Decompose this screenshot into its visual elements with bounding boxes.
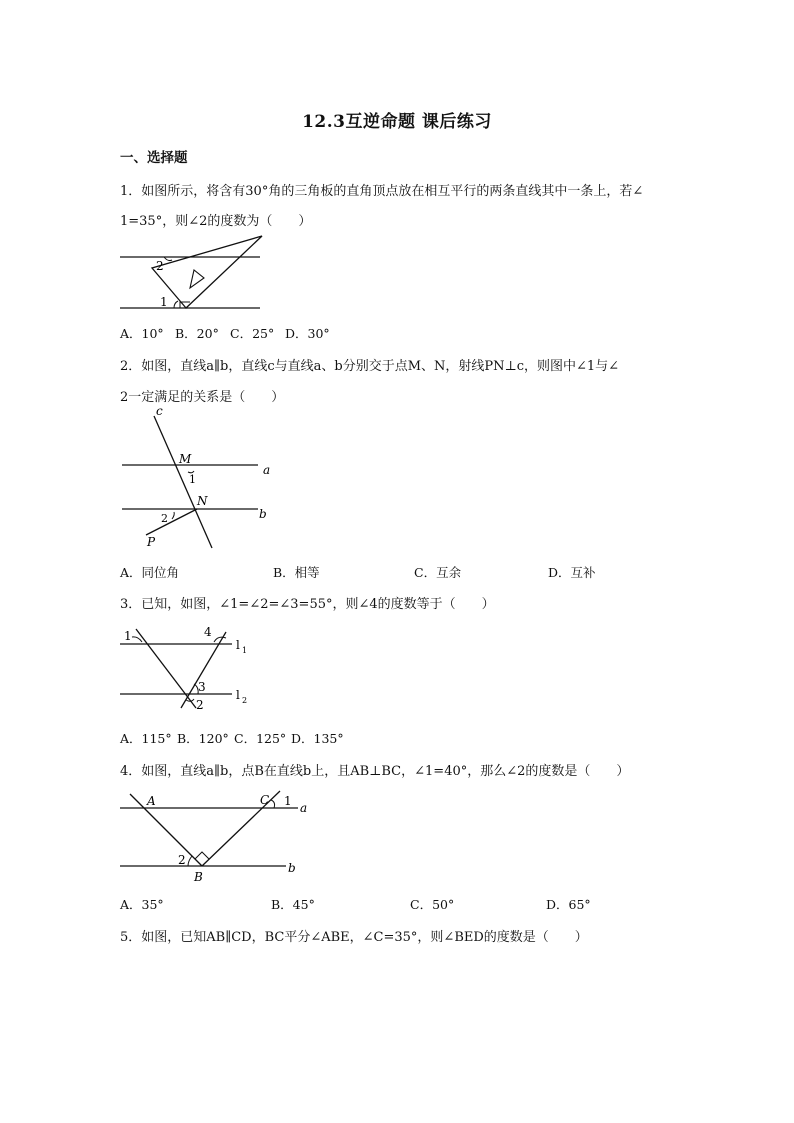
fig4-label-b-line: b bbox=[288, 861, 296, 875]
fig2-label-c: c bbox=[156, 404, 163, 418]
q3-option-d[interactable]: D．135° bbox=[291, 731, 344, 746]
question-2-figure bbox=[118, 402, 288, 552]
fig3-label-4: 4 bbox=[204, 625, 212, 639]
question-2-text-line-2: 2一定满足的关系是（ ） bbox=[120, 390, 285, 405]
question-3-figure bbox=[118, 620, 258, 720]
fig3-label-l2-subscript: 2 bbox=[242, 696, 248, 705]
q1-option-a[interactable]: A．10° bbox=[120, 326, 164, 341]
fig2-label-b: b bbox=[259, 507, 267, 521]
fig4-label-2: 2 bbox=[178, 853, 186, 867]
q4-option-d[interactable]: D．65° bbox=[546, 897, 591, 912]
fig3-label-2: 2 bbox=[196, 698, 204, 712]
page-title: 12.3互逆命题 课后练习 bbox=[302, 112, 492, 132]
fig3-label-1: 1 bbox=[124, 629, 132, 643]
q3-option-b[interactable]: B．120° bbox=[177, 731, 229, 746]
fig4-label-a-line: a bbox=[300, 801, 308, 815]
q1-option-b[interactable]: B．20° bbox=[175, 326, 219, 341]
q2-option-c[interactable]: C．互余 bbox=[414, 565, 462, 580]
fig3-label-l2: l bbox=[236, 688, 240, 702]
question-1-text-line-1: 1．如图所示，将含有30°角的三角板的直角顶点放在相互平行的两条直线其中一条上，若∠ bbox=[120, 184, 644, 199]
fig2-label-2: 2 bbox=[161, 512, 168, 525]
q1-option-d[interactable]: D．30° bbox=[285, 326, 330, 341]
q1-option-c[interactable]: C．25° bbox=[230, 326, 275, 341]
question-1-options bbox=[120, 324, 330, 342]
section-heading: 一、选择题 bbox=[120, 150, 188, 166]
fig1-label-1: 1 bbox=[160, 295, 168, 309]
fig2-label-p: P bbox=[147, 535, 156, 549]
q2-option-d[interactable]: D．互补 bbox=[548, 565, 596, 580]
question-1-figure bbox=[118, 232, 268, 312]
fig4-label-a-point: A bbox=[147, 794, 156, 808]
fig3-label-l1-subscript: 1 bbox=[242, 646, 248, 655]
fig4-label-b-point: B bbox=[194, 870, 203, 884]
question-3-options bbox=[120, 729, 344, 747]
fig4-label-1: 1 bbox=[284, 794, 292, 808]
fig2-label-a: a bbox=[263, 463, 271, 477]
q4-option-c[interactable]: C．50° bbox=[410, 897, 455, 912]
question-1-text-line-2: 1=35°，则∠2的度数为（ ） bbox=[120, 214, 312, 229]
fig4-label-c-point: C bbox=[260, 793, 270, 807]
q4-option-a[interactable]: A．35° bbox=[120, 897, 164, 912]
fig2-label-1: 1 bbox=[189, 473, 196, 486]
question-4-text-line-1: 4．如图，直线a∥b，点B在直线b上，且AB⊥BC，∠1=40°，那么∠2的度数是（ ） bbox=[120, 764, 630, 779]
fig2-label-n: N bbox=[197, 494, 208, 508]
q4-option-b[interactable]: B．45° bbox=[271, 897, 315, 912]
question-4-figure bbox=[118, 784, 308, 884]
question-2-options bbox=[120, 563, 596, 581]
fig1-label-2: 2 bbox=[156, 259, 164, 273]
q2-option-b[interactable]: B．相等 bbox=[273, 565, 320, 580]
question-3-text-line-1: 3．已知，如图，∠1=∠2=∠3=55°，则∠4的度数等于（ ） bbox=[120, 597, 495, 612]
question-5-text-line-1: 5．如图，已知AB∥CD，BC平分∠ABE，∠C=35°，则∠BED的度数是（ ） bbox=[120, 930, 588, 945]
q3-option-a[interactable]: A．115° bbox=[120, 731, 172, 746]
fig3-label-l1: l bbox=[236, 638, 240, 652]
q3-option-c[interactable]: C．125° bbox=[234, 731, 287, 746]
fig3-label-3: 3 bbox=[198, 680, 206, 694]
fig2-label-m: M bbox=[179, 452, 192, 466]
question-4-options bbox=[120, 895, 591, 913]
q2-option-a[interactable]: A．同位角 bbox=[120, 565, 180, 580]
question-2-text-line-1: 2．如图，直线a∥b，直线c与直线a、b分别交于点M、N，射线PN⊥c，则图中∠1与∠ bbox=[120, 359, 620, 374]
